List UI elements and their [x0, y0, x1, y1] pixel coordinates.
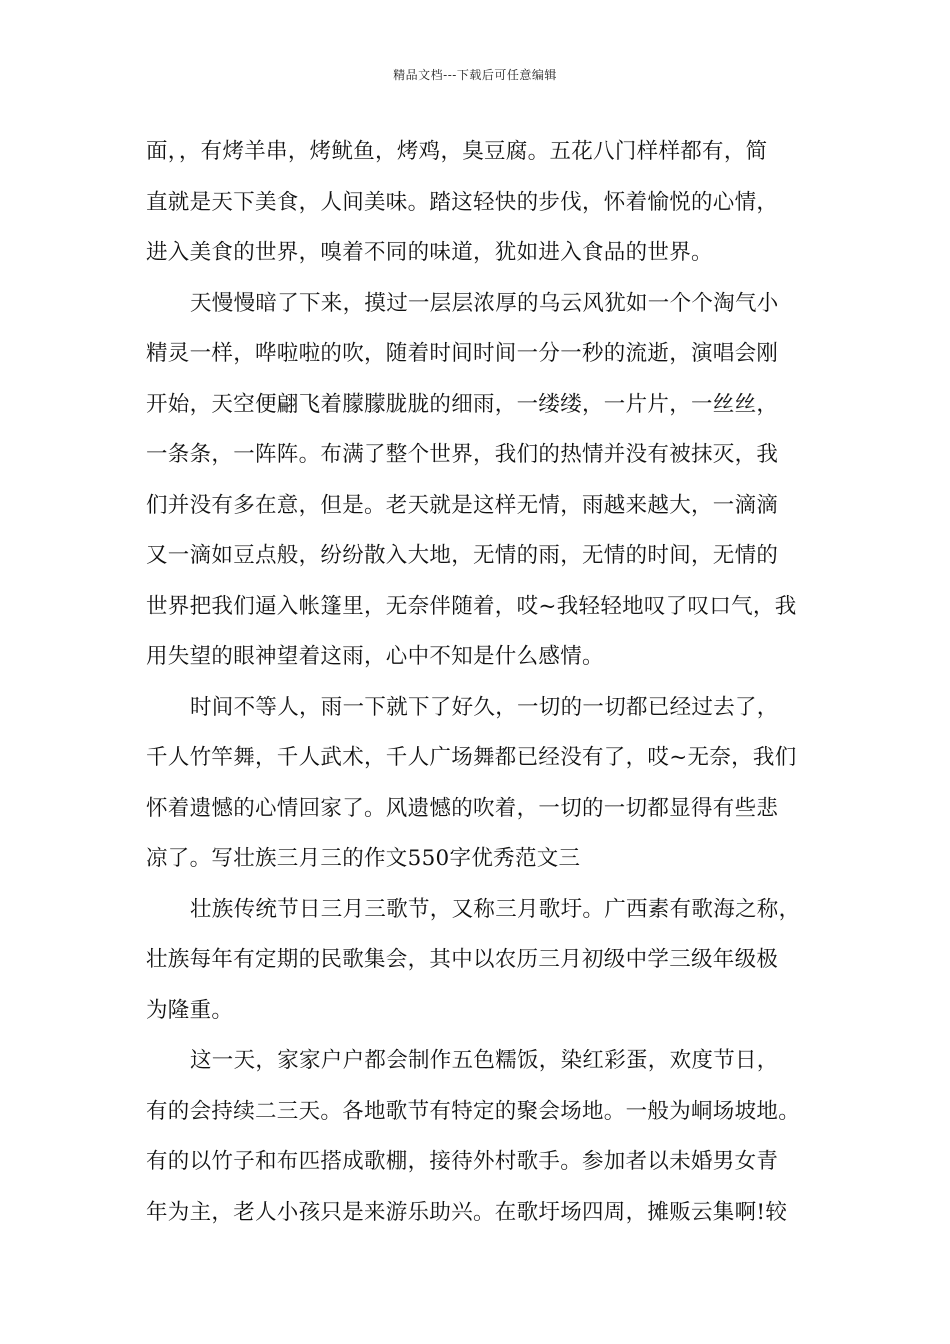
paragraph-first-line: 这一天，家家户户都会制作五色糯饭，染红彩蛋，欢度节日， [190, 1048, 779, 1073]
paragraph-first-line: 时间不等人，雨一下就下了好久，一切的一切都已经过去了， [190, 694, 779, 720]
text-line: 们并没有多在意，但是。老天就是这样无情，雨越来越大，一滴滴 [146, 492, 779, 518]
text-line: 有的会持续二三天。各地歌节有特定的聚会场地。一般为峒场坡地。 [146, 1098, 801, 1124]
paragraph-first-line: 壮族传统节日三月三歌节，又称三月歌圩。广西素有歌海之称， [190, 896, 801, 922]
text-line: 千人竹竿舞，千人武术，千人广场舞都已经没有了，哎~无奈，我们 [146, 745, 797, 770]
paragraph-first-line: 天慢慢暗了下来，摸过一层层浓厚的乌云风犹如一个个淘气小 [190, 290, 779, 316]
text-line: 直就是天下美食，人间美味。踏这轻快的步伐，怀着愉悦的心情， [146, 189, 779, 215]
text-line: 凉了。写壮族三月三的作文550字优秀范文三 [146, 846, 581, 871]
page-header: 精品文档---下载后可任意编辑 [393, 68, 557, 82]
text-line: 年为主，老人小孩只是来游乐助兴。在歌圩场四周，摊贩云集啊!较 [146, 1199, 788, 1225]
text-line: 进入美食的世界，嗅着不同的味道，犹如进入食品的世界。 [146, 240, 713, 265]
text-line: 精灵一样，哗啦啦的吹，随着时间时间一分一秒的流逝，演唱会刚 [146, 341, 779, 366]
text-line: 为隆重。 [146, 997, 234, 1023]
text-line: 世界把我们逼入帐篷里，无奈伴随着，哎~我轻轻地叹了叹口气，我 [146, 593, 797, 619]
text-line: 面，，有烤羊串，烤鱿鱼，烤鸡，臭豆腐。五花八门样样都有，简 [146, 139, 768, 164]
text-line: 一条条，一阵阵。布满了整个世界，我们的热情并没有被抹灭，我 [146, 442, 779, 467]
document-body [146, 132, 816, 1243]
text-line: 怀着遗憾的心情回家了。风遗憾的吹着，一切的一切都显得有些悲 [146, 795, 779, 821]
text-line: 又一滴如豆点般，纷纷散入大地，无情的雨，无情的时间，无情的 [146, 543, 779, 568]
text-line: 壮族每年有定期的民歌集会，其中以农历三月初级中学三级年级极 [146, 947, 779, 972]
text-line: 有的以竹子和布匹搭成歌棚，接待外村歌手。参加者以未婚男女青 [146, 1149, 779, 1174]
text-line: 用失望的眼神望着这雨，心中不知是什么感情。 [146, 644, 604, 669]
text-line: 开始，天空便翩飞着朦朦胧胧的细雨，一缕缕，一片片，一丝丝， [146, 391, 779, 417]
